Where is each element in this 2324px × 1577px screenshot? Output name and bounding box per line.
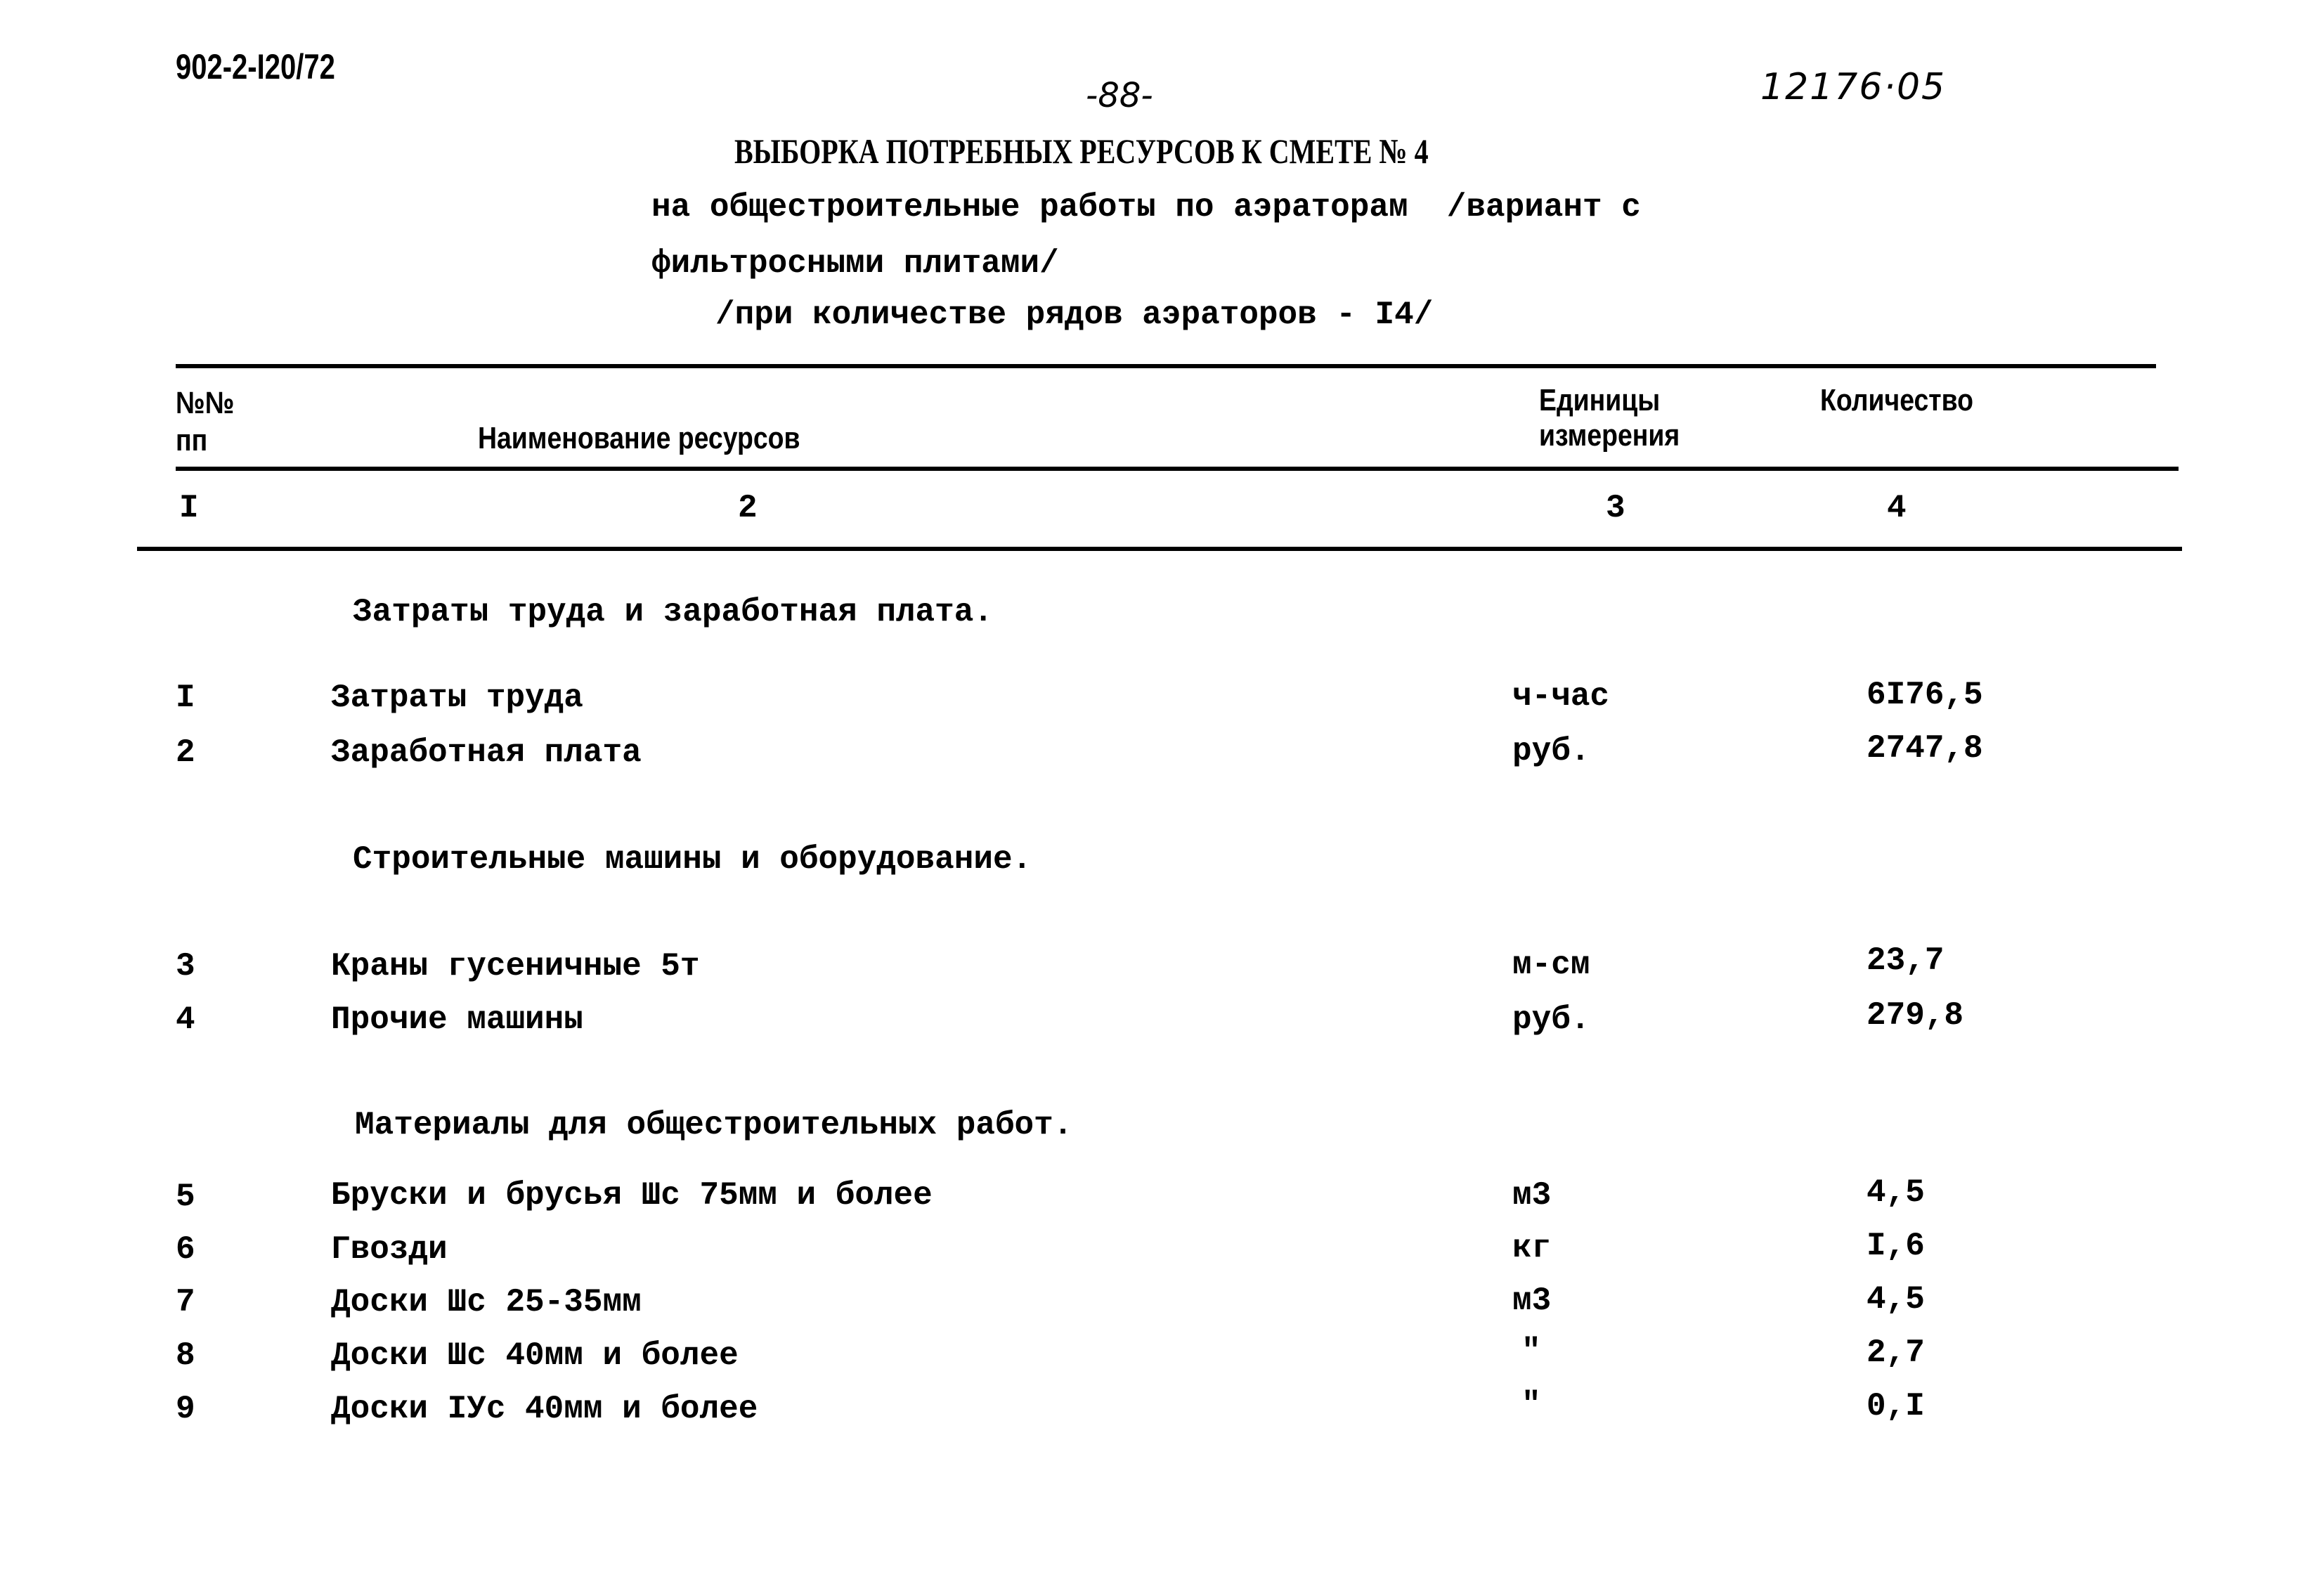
section-title: Строительные машины и оборудование.: [353, 841, 1032, 878]
quantity: 6I76,5: [1867, 677, 1983, 713]
column-header-qty: Количество: [1820, 383, 1973, 417]
column-header-num-line1: №№: [176, 386, 235, 420]
quantity: 4,5: [1867, 1281, 1925, 1318]
column-header-unit-line1: Единицы: [1539, 383, 1661, 417]
resource-name: Доски IУс 40мм и более: [331, 1391, 758, 1427]
resource-name: Доски Шс 25-35мм: [331, 1284, 642, 1320]
title-subtitle-line: на общестроительные работы по аэраторам /вариант с: [651, 189, 1641, 226]
column-header-unit-line2: измерения: [1539, 418, 1680, 453]
quantity: 2,7: [1867, 1335, 1925, 1371]
document-code: 902-2-I20/72: [176, 47, 335, 86]
title-subtitle-line: фильтросными плитами/: [651, 245, 1059, 282]
row-number: 7: [176, 1284, 195, 1320]
section-title: Затраты труда и заработная плата.: [353, 594, 993, 630]
unit: руб.: [1512, 1001, 1590, 1038]
quantity: 0,I: [1867, 1388, 1925, 1425]
row-number: I: [176, 680, 195, 716]
column-number: 3: [1606, 490, 1625, 526]
resource-name: Краны гусеничные 5т: [331, 948, 700, 985]
resource-name: Заработная плата: [331, 734, 642, 771]
quantity: 4,5: [1867, 1174, 1925, 1211]
title-subtitle-line: /при количестве рядов аэраторов - I4/: [715, 297, 1434, 333]
row-number: 8: [176, 1337, 195, 1374]
column-header-num-line2: пп: [176, 423, 208, 457]
header-divider-rule: [176, 467, 2179, 471]
row-number: 6: [176, 1231, 195, 1268]
header-bottom-rule: [137, 547, 2182, 551]
resource-name: Доски Шс 40мм и более: [331, 1337, 739, 1374]
quantity: 279,8: [1867, 997, 1964, 1034]
quantity: 2747,8: [1867, 730, 1983, 767]
archive-number: 12176·05: [1760, 66, 1947, 108]
resource-name: Бруски и брусья Шс 75мм и более: [331, 1177, 933, 1214]
row-number: 4: [176, 1001, 195, 1038]
document-title: ВЫБОРКА ПОТРЕБНЫХ РЕСУРСОВ К СМЕТЕ № 4: [734, 131, 1429, 171]
unit: ч-час: [1512, 678, 1610, 715]
unit: кг: [1512, 1230, 1552, 1266]
column-number: 4: [1887, 490, 1907, 526]
unit: м3: [1512, 1177, 1552, 1214]
unit: руб.: [1512, 733, 1590, 770]
section-title: Материалы для общестроительных работ.: [355, 1107, 1073, 1143]
unit-ditto: ": [1521, 1333, 1541, 1370]
table-top-rule: [176, 364, 2156, 368]
column-header-name: Наименование ресурсов: [478, 421, 800, 455]
unit: м3: [1512, 1283, 1552, 1319]
row-number: 2: [176, 734, 195, 771]
page-number: -88-: [1086, 76, 1153, 115]
unit: м-см: [1512, 947, 1590, 983]
row-number: 3: [176, 948, 195, 985]
quantity: I,6: [1867, 1228, 1925, 1264]
row-number: 5: [176, 1179, 195, 1215]
column-number: 2: [738, 490, 758, 526]
resource-name: Гвозди: [331, 1231, 448, 1268]
column-number: I: [179, 490, 199, 526]
resource-name: Прочие машины: [331, 1001, 583, 1038]
resource-name: Затраты труда: [331, 680, 583, 716]
unit-ditto: ": [1521, 1387, 1541, 1423]
row-number: 9: [176, 1391, 195, 1427]
quantity: 23,7: [1867, 942, 1945, 979]
